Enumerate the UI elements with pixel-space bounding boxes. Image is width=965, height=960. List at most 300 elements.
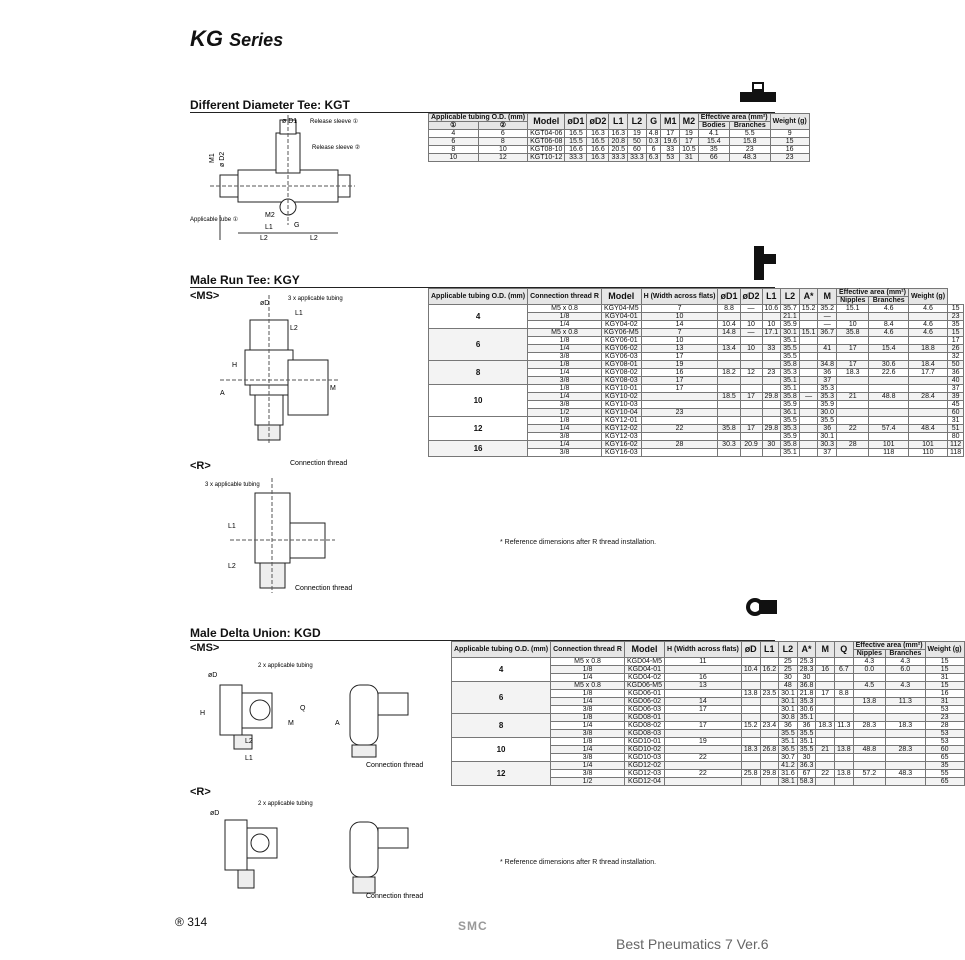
kgd-h-model: Model [624,642,664,658]
table-cell: 19.6 [661,138,680,146]
table-row [429,329,964,337]
table-cell: 18.3 [886,722,926,730]
tube-od-cell: 4 [429,305,528,329]
kgd-variant-ms: <MS> [190,642,220,654]
table-cell: 1/8 [551,714,625,722]
table-cell: 22 [664,770,741,778]
table-cell [740,417,762,425]
table-cell: KGY10-03 [601,401,641,409]
kgd-h-h: H (Width across flats) [664,642,741,658]
table-cell: 1/2 [551,778,625,786]
table-row [429,441,964,449]
table-cell: 1/8 [528,313,602,321]
table-cell [762,377,781,385]
table-cell [740,401,762,409]
table-cell: KGT04-06 [528,130,565,138]
kgt-label-l2b: L2 [310,235,318,242]
table-cell: 0.0 [853,666,885,674]
kgy-h-model: Model [601,289,641,305]
table-cell: 18.5 [718,393,740,401]
kgt-label-m2: M2 [265,212,275,219]
table-cell: KGY06-02 [601,345,641,353]
table-cell: 17 [837,345,869,353]
kgt-product-icon [738,80,778,110]
table-cell: 4.6 [869,305,909,313]
table-cell: KGY06-03 [601,353,641,361]
table-cell: 25.8 [741,770,760,778]
table-cell: 3/8 [551,730,625,738]
kgy-ms-diagram [200,295,370,475]
kgd-r-label-d: øD [210,810,220,817]
table-cell: 17.7 [908,369,947,377]
table-cell: 1/8 [551,738,625,746]
table-cell: 8 [478,138,528,146]
table-cell: 10 [429,154,479,162]
table-cell: 16.3 [609,130,628,138]
table-row [429,154,810,162]
table-cell [718,337,740,345]
table-cell: 16.6 [565,146,587,154]
kgy-r-label-l2: L2 [228,563,236,570]
table-cell: 21 [837,393,869,401]
table-cell [762,449,781,457]
table-cell: 4.6 [908,305,947,313]
table-cell: 35.8 [718,425,740,433]
series-name: KG [190,26,223,51]
table-cell: — [818,321,837,329]
table-cell [741,762,760,770]
kgt-h-d2: øD2 [587,114,609,130]
table-cell [835,714,854,722]
table-cell: 4.6 [908,321,947,329]
table-cell [760,658,779,666]
table-cell: 32 [948,353,964,361]
table-cell: 3/8 [551,754,625,762]
table-cell [740,313,762,321]
table-cell [818,337,837,345]
kgy-label-thread: Connection thread [290,460,348,467]
table-cell: 18.4 [908,361,947,369]
table-cell: M5 x 0.8 [528,329,602,337]
table-cell [718,449,740,457]
kgd-table-note: * Reference dimensions after R thread installation. [500,859,657,866]
table-cell: KGY10-02 [601,393,641,401]
table-cell: 16.3 [587,130,609,138]
table-cell: 35.1 [781,337,800,345]
table-cell: 16 [641,369,718,377]
table-cell: 30.1 [781,329,800,337]
table-cell: 6.7 [835,666,854,674]
table-cell [853,690,885,698]
kgd-spec-table [451,641,965,786]
table-cell: 118 [869,449,909,457]
kgy-h-h: H (Width across flats) [641,289,718,305]
table-row [429,361,964,369]
table-cell [762,433,781,441]
table-cell [835,738,854,746]
table-cell: 17 [641,377,718,385]
brand-logo: SMC [458,919,488,933]
table-cell [908,409,947,417]
table-cell: 23 [729,146,770,154]
table-cell: 29.8 [762,393,781,401]
table-cell: 23 [641,409,718,417]
table-cell: 3/8 [551,770,625,778]
table-cell [837,409,869,417]
table-row [429,385,964,393]
table-cell [740,385,762,393]
table-cell: 36.1 [781,409,800,417]
table-cell: 16.3 [587,154,609,162]
table-cell: KGD06-03 [624,706,664,714]
kgt-h-model: Model [528,114,565,130]
table-cell: 35.8 [781,361,800,369]
table-cell [760,730,779,738]
table-cell: 8.8 [835,690,854,698]
table-cell [869,417,909,425]
table-cell: 35.1 [781,377,800,385]
kgt-h-weight: Weight (g) [770,114,809,130]
table-cell: M5 x 0.8 [528,305,602,313]
table-cell [741,706,760,714]
table-cell: 25.3 [797,658,816,666]
table-row [452,714,965,722]
table-cell: 15.1 [799,329,818,337]
table-cell [886,690,926,698]
table-cell: 15 [770,138,809,146]
table-cell [853,674,885,682]
table-cell [799,361,818,369]
table-cell: 8.4 [869,321,909,329]
table-cell [641,393,718,401]
table-cell: 30.8 [779,714,798,722]
table-cell [835,730,854,738]
table-cell: KGD08-02 [624,722,664,730]
table-cell [837,353,869,361]
table-cell: KGY12-03 [601,433,641,441]
kgd-label-d: øD [208,672,218,679]
table-cell [740,433,762,441]
table-cell: 45 [948,401,964,409]
table-cell [835,762,854,770]
table-cell [740,449,762,457]
table-cell: 15.1 [837,305,869,313]
table-cell [718,385,740,393]
table-cell: 30 [797,674,816,682]
table-cell: 31 [925,698,964,706]
tube-od-cell: 10 [452,738,551,762]
table-cell [886,674,926,682]
tube-od-cell: 8 [452,714,551,738]
table-cell: KGD12-03 [624,770,664,778]
table-cell: 35.1 [781,449,800,457]
table-cell: 31 [948,417,964,425]
table-cell: KGT06-08 [528,138,565,146]
table-cell: 35.3 [797,698,816,706]
table-cell: 20.5 [609,146,628,154]
table-cell [886,730,926,738]
table-cell: 18.2 [718,369,740,377]
table-cell: 48.4 [908,425,947,433]
table-cell: 1/4 [528,321,602,329]
table-cell [799,433,818,441]
table-cell [762,337,781,345]
table-cell: 35 [698,146,729,154]
table-cell [641,433,718,441]
table-cell: 35.5 [779,730,798,738]
table-cell [853,714,885,722]
table-cell [853,754,885,762]
table-cell: 12 [740,369,762,377]
table-cell: KGD06-01 [624,690,664,698]
table-cell [760,698,779,706]
table-cell [837,385,869,393]
table-cell: 4.5 [853,682,885,690]
table-cell [664,746,741,754]
kgd-label-h: H [200,710,206,717]
table-cell: 26.8 [760,746,779,754]
kgy-h-area: Effective area (mm²) [837,289,909,297]
table-cell: 35.9 [781,401,800,409]
table-cell: 16.5 [587,138,609,146]
kgy-h-m: M [818,289,837,305]
table-cell [837,417,869,425]
table-cell: 36.3 [797,762,816,770]
table-cell: KGT08-10 [528,146,565,154]
table-cell [869,313,909,321]
table-cell: 23 [762,369,781,377]
table-cell: 65 [925,778,964,786]
kgd-label-l1: L1 [245,755,253,762]
kgy-table-note: * Reference dimensions after R thread installation. [500,539,657,546]
table-cell: 3/8 [528,353,602,361]
kgt-label-d2: ø D2 [219,151,226,167]
table-cell: 35.5 [781,353,800,361]
tube-od-cell: 10 [429,385,528,417]
table-cell: 16 [664,674,741,682]
table-cell: 35.1 [779,738,798,746]
table-cell: 110 [908,449,947,457]
table-cell: 31.6 [779,770,798,778]
table-cell: 30 [797,754,816,762]
table-row [429,417,964,425]
table-cell [869,433,909,441]
table-cell [760,674,779,682]
table-cell [869,353,909,361]
table-cell [837,377,869,385]
table-cell [664,690,741,698]
table-cell: 14 [641,321,718,329]
table-cell: 22.6 [869,369,909,377]
table-cell [718,353,740,361]
table-cell: 10.5 [680,146,699,154]
kgd-table-body [452,658,965,786]
table-cell: 48.8 [869,393,909,401]
table-cell: 17 [664,706,741,714]
table-cell: 21 [816,746,835,754]
table-cell: 66 [698,154,729,162]
table-cell: 33.3 [609,154,628,162]
table-cell [835,698,854,706]
table-cell [799,377,818,385]
table-cell: 9 [770,130,809,138]
table-cell: 112 [948,441,964,449]
table-cell [641,449,718,457]
table-cell: 101 [908,441,947,449]
table-cell: 13 [664,682,741,690]
series-title [190,26,283,52]
table-cell: 30.6 [869,361,909,369]
table-row [452,658,965,666]
table-cell: 17 [816,690,835,698]
table-cell: 30.0 [818,409,837,417]
kgt-sh-2: ② [478,122,528,130]
table-cell [908,353,947,361]
table-cell: 17 [641,385,718,393]
table-cell: 15.8 [729,138,770,146]
kgy-r-label-tubing: 3 x applicable tubing [205,482,260,488]
table-cell: 1/4 [528,425,602,433]
table-cell [853,738,885,746]
table-cell: 35.7 [781,305,800,313]
table-cell: 3/8 [528,433,602,441]
table-cell: 41.2 [779,762,798,770]
kgt-label-m1: M1 [209,153,216,163]
table-cell: 67 [797,770,816,778]
table-cell: 19 [680,130,699,138]
table-cell [741,682,760,690]
table-cell: 15.2 [741,722,760,730]
table-cell: 11 [664,658,741,666]
tube-od-cell: 12 [452,762,551,786]
table-cell: 57.4 [869,425,909,433]
kgy-h-d1: øD1 [718,289,740,305]
table-cell: 3/8 [528,401,602,409]
table-cell: KGD10-01 [624,738,664,746]
table-cell: 30.6 [797,706,816,714]
table-cell: 17 [661,130,680,138]
table-cell [869,401,909,409]
table-cell: 35 [925,762,964,770]
table-cell: 28.4 [908,393,947,401]
table-cell [664,714,741,722]
table-cell: 1/4 [551,746,625,754]
table-cell: 65 [925,754,964,762]
table-cell: 15 [948,329,964,337]
table-cell: 1/8 [551,690,625,698]
kgd-h-m: M [816,642,835,658]
table-cell [718,401,740,409]
table-cell: 25 [779,658,798,666]
table-cell: 17 [740,393,762,401]
table-cell: 48 [779,682,798,690]
table-cell: 1/4 [528,441,602,449]
kgd-sh-nipples: Nipples [853,650,885,658]
table-cell: 18.8 [908,345,947,353]
table-cell: 22 [837,425,869,433]
kgd-h-l1: L1 [760,642,779,658]
table-cell: 38.1 [779,778,798,786]
table-cell [762,361,781,369]
kgt-diagram [190,115,360,245]
kgd-h-a: A* [797,642,816,658]
table-cell: 10 [478,146,528,154]
table-cell: KGD10-02 [624,746,664,754]
table-cell [799,321,818,329]
table-cell [740,353,762,361]
table-cell: 19 [641,361,718,369]
table-cell: 20.8 [609,138,628,146]
table-cell [799,369,818,377]
table-cell [816,698,835,706]
table-cell: 23 [925,714,964,722]
table-cell: 1/8 [528,361,602,369]
table-cell [760,754,779,762]
kgt-h-m1: M1 [661,114,680,130]
table-cell: 39 [948,393,964,401]
table-cell: 1/4 [528,345,602,353]
table-cell: 57.2 [853,770,885,778]
table-cell: 6 [478,130,528,138]
table-cell [741,738,760,746]
table-cell: 23 [948,313,964,321]
table-cell: 4.6 [908,329,947,337]
table-cell [869,385,909,393]
table-cell: 51 [948,425,964,433]
table-cell: 12 [478,154,528,162]
table-cell: 1/2 [528,409,602,417]
kgt-label-release1: Release sleeve ① [310,119,359,125]
table-cell: 31 [925,674,964,682]
table-cell [760,706,779,714]
table-cell [718,417,740,425]
kgy-r-diagram [200,478,370,598]
table-cell [853,778,885,786]
table-cell [741,714,760,722]
kgt-section-title: Different Diameter Tee: KGT [190,98,350,112]
table-cell [718,433,740,441]
table-cell [760,714,779,722]
table-cell: 17 [740,425,762,433]
table-cell: KGD12-04 [624,778,664,786]
table-cell: 10 [641,337,718,345]
table-cell: 10.4 [718,321,740,329]
table-cell [816,762,835,770]
table-cell: 28 [641,441,718,449]
table-cell: 50 [948,361,964,369]
table-cell [718,361,740,369]
kgy-variant-r: <R> [190,460,211,472]
table-cell: 36 [797,722,816,730]
table-cell: 13.8 [835,770,854,778]
table-cell: KGD06-02 [624,698,664,706]
table-cell: KGY06-01 [601,337,641,345]
table-cell [799,449,818,457]
table-cell: 20.9 [740,441,762,449]
kgy-table-body [429,305,964,457]
table-cell: — [799,393,818,401]
table-cell: 37 [818,449,837,457]
kgt-label-release2: Release sleeve ② [312,145,361,151]
table-cell [799,401,818,409]
table-cell: 4.1 [698,130,729,138]
table-cell [886,714,926,722]
table-cell: 6.3 [646,154,661,162]
kgt-h-l2: L2 [628,114,647,130]
kgd-sh-branches: Branches [886,650,926,658]
table-cell: KGD08-03 [624,730,664,738]
table-cell [740,337,762,345]
